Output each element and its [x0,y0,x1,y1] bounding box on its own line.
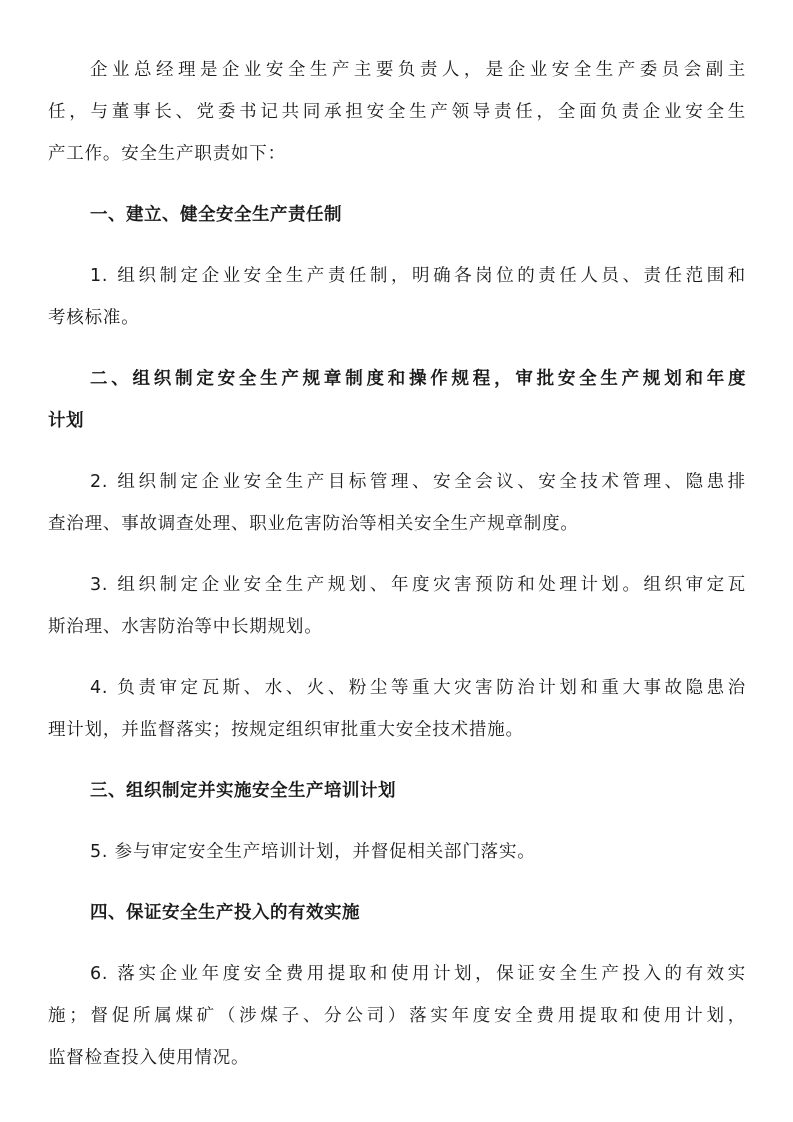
item-6-line-3: 监督检查投入使用情况。 [48,1048,250,1068]
section-heading-3: 三、组织制定并实施安全生产培训计划 [90,781,396,801]
item-6-line-2: 施；督促所属煤矿（涉煤子、分公司）落实年度安全费用提取和使用计划， [48,1006,746,1026]
item-4-line-2: 理计划，并监督落实；按规定组织审批重大安全技术措施。 [48,720,524,740]
intro-line-3: 产工作。安全生产职责如下： [48,144,286,164]
item-3-line-2: 斯治理、水害防治等中长期规划。 [48,617,323,637]
item-1-line-1: 1. 组织制定企业安全生产责任制，明确各岗位的责任人员、责任范围和 [90,266,746,286]
item-6-line-1: 6. 落实企业年度安全费用提取和使用计划，保证安全生产投入的有效实 [90,964,746,984]
item-1-line-2: 考核标准。 [48,308,140,328]
item-2-line-1: 2. 组织制定企业安全生产目标管理、安全会议、安全技术管理、隐患排 [90,472,746,492]
intro-line-1: 企业总经理是企业安全生产主要负责人，是企业安全生产委员会副主 [90,60,746,80]
item-2-line-2: 查治理、事故调查处理、职业危害防治等相关安全生产规章制度。 [48,514,579,534]
section-heading-4: 四、保证安全生产投入的有效实施 [90,903,360,923]
section-heading-2-line-2: 计划 [48,411,84,431]
intro-line-2: 任，与董事长、党委书记共同承担安全生产领导责任，全面负责企业安全生 [48,102,746,122]
section-heading-2-line-1: 二、组织制定安全生产规章制度和操作规程，审批安全生产规划和年度 [90,369,746,389]
item-4-line-1: 4. 负责审定瓦斯、水、火、粉尘等重大灾害防治计划和重大事故隐患治 [90,678,746,698]
item-3-line-1: 3. 组织制定企业安全生产规划、年度灾害预防和处理计划。组织审定瓦 [90,575,746,595]
item-5-line-1: 5. 参与审定安全生产培训计划，并督促相关部门落实。 [90,842,536,862]
section-heading-1: 一、建立、健全安全生产责任制 [90,205,342,225]
